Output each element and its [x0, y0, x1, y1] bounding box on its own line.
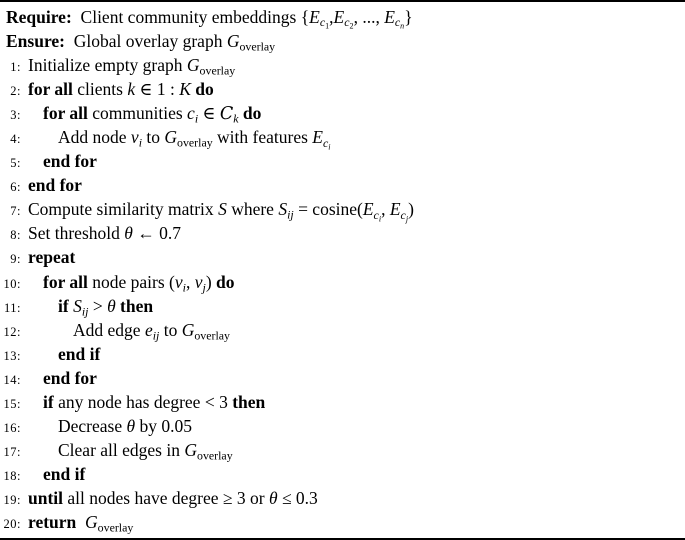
text-segment: E [389, 199, 401, 220]
math-subscript [395, 15, 404, 29]
text-segment: G [184, 439, 197, 460]
algorithm-line [0, 53, 685, 77]
text-segment: any node has degree < 3 [58, 391, 233, 412]
text-segment: repeat [28, 247, 76, 268]
text-segment: , ..., [353, 7, 385, 27]
math-subscript [197, 448, 233, 462]
text-segment: for all [43, 271, 88, 292]
algorithm-line [0, 342, 685, 366]
text-segment: ) [408, 199, 414, 220]
math-subscript [323, 136, 331, 150]
text-segment: , [381, 199, 390, 220]
text-segment: ij [81, 303, 89, 318]
text-segment: θ [124, 223, 133, 244]
statement [28, 511, 134, 535]
statement [28, 151, 97, 171]
text-segment: c [394, 15, 401, 30]
text-segment: by 0.05 [135, 415, 192, 436]
statement [28, 199, 414, 223]
text-segment: c [323, 135, 329, 150]
text-segment: c [373, 207, 379, 222]
line-number: 10: [3, 276, 21, 291]
math-subscript [200, 63, 236, 77]
algorithm-line [0, 101, 685, 125]
math-subscript [194, 328, 230, 342]
text-segment: do [242, 103, 262, 124]
text-segment: S [73, 295, 82, 316]
text-segment: C [219, 104, 234, 125]
text-segment: E [362, 199, 374, 220]
line-number: 14: [3, 372, 21, 387]
math-subscript [401, 208, 409, 222]
text-segment: ij [287, 207, 294, 222]
text-segment: for all [28, 79, 73, 100]
math-subscript [239, 39, 275, 53]
text-segment: c [344, 15, 350, 30]
algorithm-line [0, 510, 685, 534]
text-segment: = cosine( [293, 199, 363, 220]
algorithm-line [0, 438, 685, 462]
text-segment: Global overlay graph [65, 31, 227, 52]
text-segment: θ [126, 415, 136, 436]
line-number: 15: [3, 396, 21, 411]
line-number: 13: [3, 348, 21, 363]
text-segment: overlay [194, 327, 230, 342]
statement [28, 488, 318, 508]
math-subscript [287, 208, 294, 222]
text-segment: E [309, 7, 320, 27]
text-segment: Initialize empty graph [28, 55, 187, 76]
text-segment: i [378, 213, 382, 223]
text-segment: i [138, 135, 142, 150]
text-segment: c [319, 15, 326, 30]
text-segment: Add node [58, 127, 131, 148]
text-segment: θ [107, 295, 116, 316]
text-segment: > [88, 295, 108, 316]
text-segment: G [164, 127, 178, 148]
text-segment: to [142, 127, 165, 148]
statement [28, 368, 97, 388]
text-segment: then [120, 295, 154, 316]
math-subscript [374, 208, 382, 222]
text-segment: Require: [6, 7, 72, 27]
line-number: 4: [10, 132, 21, 147]
line-number: 5: [10, 156, 21, 171]
text-segment: until [28, 487, 64, 508]
text-segment [76, 512, 85, 532]
algorithm-line [0, 366, 685, 390]
line-number: 7: [10, 204, 21, 219]
line-number: 2: [10, 84, 21, 99]
algorithm-line [0, 294, 685, 318]
text-segment: end if [43, 463, 86, 484]
text-segment: G [85, 511, 98, 532]
text-segment: K [179, 79, 191, 100]
text-segment: where [226, 199, 279, 220]
text-segment: communities [87, 103, 188, 124]
algorithm-line [0, 270, 685, 294]
line-number: 18: [3, 468, 21, 483]
text-segment: Set threshold [28, 223, 125, 244]
text-segment: G [226, 31, 240, 52]
text-segment: , [329, 7, 334, 27]
math-subscript [177, 136, 213, 150]
text-segment: k [127, 79, 136, 100]
text-segment: i [182, 279, 186, 294]
text-segment: k [233, 111, 239, 126]
text-segment: i [194, 111, 199, 126]
algorithm-line [0, 125, 685, 149]
algorithm-line [0, 318, 685, 342]
text-segment: S [218, 199, 227, 220]
text-segment: ∈ 1 : [135, 79, 180, 100]
text-segment: ≤ 0.3 [277, 487, 318, 508]
math-subscript [344, 15, 353, 29]
statement [28, 103, 262, 126]
text-segment: end for [43, 367, 97, 388]
statement [28, 416, 192, 436]
text-segment: E [384, 7, 395, 27]
text-segment: 2 [349, 21, 354, 31]
text-segment: do [216, 271, 235, 292]
text-segment: c [187, 103, 195, 124]
text-segment: Client community embeddings { [71, 7, 310, 27]
text-segment: v [194, 271, 203, 292]
text-segment: , [185, 271, 195, 292]
text-segment: Compute similarity matrix [28, 199, 219, 220]
statement [28, 127, 331, 151]
text-segment: j [405, 213, 409, 223]
text-segment: G [181, 319, 195, 340]
text-segment: E [312, 127, 323, 148]
text-segment: ) [205, 271, 217, 292]
text-segment: node pairs ( [87, 271, 175, 292]
algorithm-line [0, 197, 685, 221]
line-number: 6: [10, 180, 21, 195]
line-number: 19: [3, 492, 21, 507]
text-segment: Decrease [58, 415, 127, 436]
statement [28, 296, 153, 316]
text-segment: 1 [325, 21, 330, 31]
line-number: 20: [3, 516, 21, 531]
text-segment: ∈ [198, 103, 220, 124]
text-segment: S [278, 199, 288, 220]
text-segment: all nodes have degree ≥ 3 or [63, 487, 269, 508]
text-segment: G [186, 55, 200, 76]
algorithm-header-line [0, 29, 685, 53]
text-segment: to [159, 319, 182, 340]
text-segment: v [130, 127, 139, 148]
text-segment: overlay [197, 448, 233, 463]
algorithm-line [0, 390, 685, 414]
line-number: 8: [10, 228, 21, 243]
line-number: 12: [3, 324, 21, 339]
algorithm-line [0, 221, 685, 245]
text-segment: for all [43, 103, 88, 124]
text-segment: then [232, 391, 266, 412]
text-segment: overlay [199, 63, 236, 78]
text-segment: end for [43, 151, 97, 172]
text-segment: v [174, 271, 183, 292]
statement [28, 344, 100, 364]
line-number: 9: [10, 252, 21, 267]
statement [28, 272, 235, 292]
text-segment: Add edge [73, 319, 145, 340]
statement [28, 464, 85, 484]
line-number: 1: [10, 60, 21, 75]
algorithm-line [0, 173, 685, 197]
text-segment: Ensure: [6, 31, 65, 52]
text-segment: return [28, 511, 77, 532]
statement [28, 55, 236, 78]
text-segment: if [43, 391, 59, 412]
algorithm-line [0, 414, 685, 438]
text-segment: i [328, 141, 331, 151]
text-segment: ← 0.7 [132, 223, 181, 244]
text-segment: e [144, 319, 153, 340]
text-segment: } [404, 7, 413, 27]
text-segment: θ [268, 487, 278, 508]
algorithm-header-line [0, 5, 685, 29]
line-number: 11: [3, 300, 21, 315]
text-segment: ij [152, 327, 160, 342]
statement [28, 79, 214, 99]
algorithm-body [0, 5, 685, 534]
text-segment: Clear all edges in [58, 439, 185, 460]
math-subscript [320, 15, 329, 29]
algorithm-line [0, 486, 685, 510]
math-subscript [328, 142, 330, 151]
math-subscript [98, 520, 134, 534]
text-segment: c [400, 207, 406, 222]
line-number: 3: [10, 108, 21, 123]
text-segment: j [202, 279, 206, 294]
algorithm-line [0, 77, 685, 101]
text-segment: n [400, 21, 405, 31]
algorithm-line [0, 462, 685, 486]
text-segment: overlay [177, 135, 213, 150]
statement [28, 247, 75, 267]
text-segment: E [333, 7, 345, 27]
line-number: 17: [3, 444, 21, 459]
text-segment: overlay [97, 520, 134, 535]
text-segment: end if [58, 343, 101, 364]
text-segment: with features [212, 127, 313, 148]
statement [28, 223, 181, 243]
statement [28, 320, 230, 340]
text-segment: end for [28, 175, 82, 196]
text-segment: clients [72, 79, 128, 100]
text-segment: overlay [239, 39, 276, 54]
text-segment: if [58, 295, 74, 316]
statement [28, 175, 82, 195]
text-segment: do [195, 79, 214, 100]
line-number: 16: [3, 420, 21, 435]
algorithm-line [0, 245, 685, 269]
statement [28, 439, 233, 463]
statement [28, 392, 265, 412]
algorithm-line [0, 149, 685, 173]
